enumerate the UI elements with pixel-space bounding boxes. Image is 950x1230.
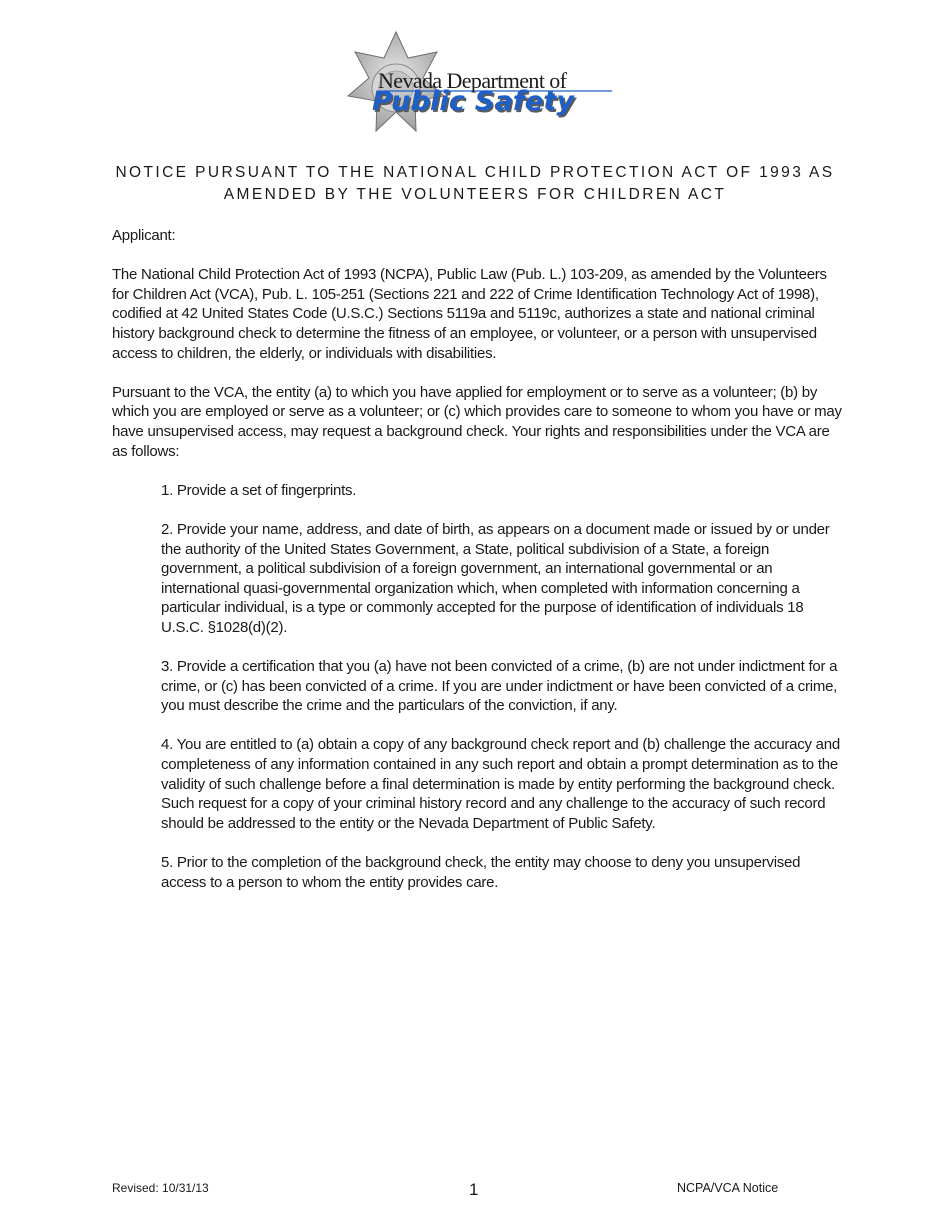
logo-department-text: Nevada Department of <box>378 68 567 93</box>
list-item: 4. You are entitled to (a) obtain a copy of any background check report and (b) challenge the accuracy and completeness of any information contained in any such report and obtain a prompt determination as to the validity of such challenge before a final determination is made by entity performing the background check. Such request for a copy of your criminal history record and any challenge to the accuracy of such record should be addressed to the entity or the Nevada Department of Public Safety. <box>161 736 840 832</box>
footer-revised-date: Revised: 10/31/13 <box>112 1181 209 1195</box>
list-item: 3. Provide a certification that you (a) have not been convicted of a crime, (b) are not under indictment for a crime, or (c) has been convicted of a crime. If you are under indictment or have been convicted of a crime, you must describe the crime and the particulars of the conviction, if any. <box>161 658 838 715</box>
notice-heading <box>0 162 950 206</box>
logo-public-safety-text: Public Safety <box>372 86 575 117</box>
paragraph-vca: Pursuant to the VCA, the entity (a) to which you have applied for employment or to serve as a volunteer; (b) by which you are employed or serve as a volunteer; or (c) which provides care to someone to whom you have or may have unsupervised access, may request a background check. Your rights and responsibilities under the VCA are as follows: <box>112 383 842 460</box>
list-item: 1. Provide a set of fingerprints. <box>161 481 357 499</box>
paragraph-ncpa: The National Child Protection Act of 1993 (NCPA), Public Law (Pub. L.) 103-209, as amended by the Volunteers for Children Act (VCA), Pub. L. 105-251 (Sections 221 and 222 of Crime Identification Technology Act of 1998), codified at 42 United States Code (U.S.C.) Sections 5119a and 5119c, authorizes a state and national criminal history background check to determine the fitness of an employee, or volunteer, or a person with unsupervised access to children, the elderly, or individuals with disabilities. <box>112 266 827 362</box>
footer-page-number: 1 <box>469 1180 479 1199</box>
nevada-dps-logo <box>336 30 626 152</box>
notice-body <box>112 226 842 912</box>
footer-form-name: NCPA/VCA Notice <box>677 1181 779 1195</box>
rights-list <box>112 481 842 892</box>
applicant-label: Applicant: <box>112 227 176 244</box>
list-item: 5. Prior to the completion of the background check, the entity may choose to deny you unsupervised access to a person to whom the entity provides care. <box>161 854 801 891</box>
list-item: 2. Provide your name, address, and date of birth, as appears on a document made or issued by or under the authority of the United States Government, a State, political subdivision of a State, a foreign government, a political subdivision of a foreign government, an international governmental or an international quasi-governmental organization which, when completed with information concerning a particular individual, is a type or commonly accepted for the purpose of identification of individuals 18 U.S.C. §1028(d)(2). <box>161 520 830 636</box>
heading-line-1: NOTICE PURSUANT TO THE NATIONAL CHILD PROTECTION ACT OF 1993 AS <box>115 164 835 181</box>
heading-line-2: AMENDED BY THE VOLUNTEERS FOR CHILDREN ACT <box>223 186 727 203</box>
